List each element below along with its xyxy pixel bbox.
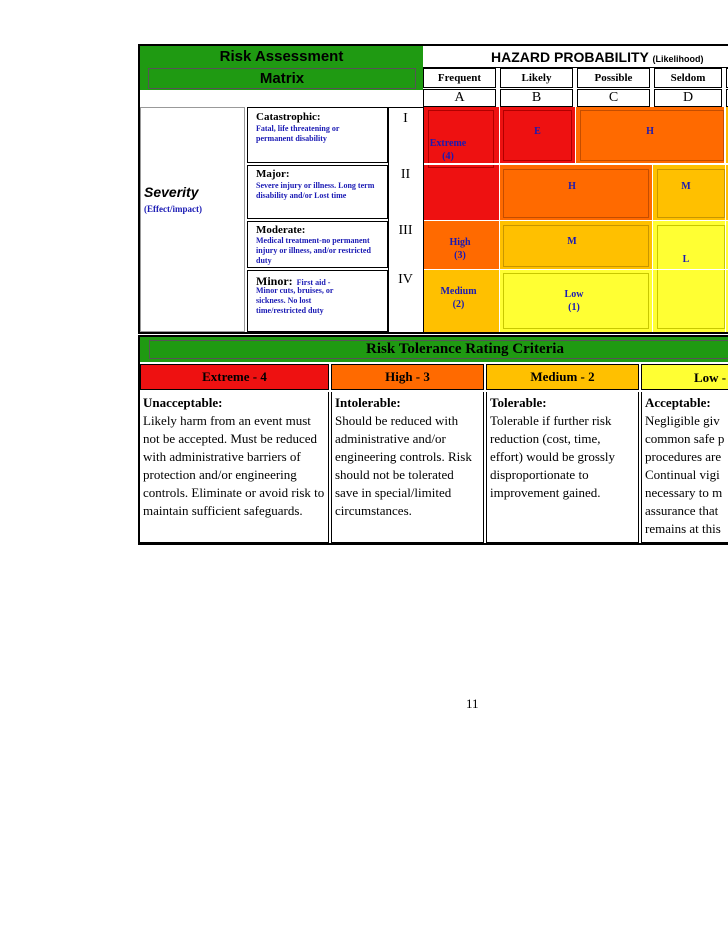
col-letter-a: A bbox=[423, 89, 496, 107]
severity-row-catastrophic bbox=[247, 107, 388, 163]
criteria-col-high: Intolerable: Should be reduced with administrative and/or engineering controls. Risk should not be tolerated save in special/limited circumstances. bbox=[331, 392, 484, 544]
severity-row-major bbox=[247, 165, 388, 219]
matrix-title-line1: Risk Assessment bbox=[219, 47, 344, 65]
m-label-2: M bbox=[567, 235, 577, 247]
col-letter-c: C bbox=[577, 89, 650, 107]
low-label: Low (1) bbox=[564, 289, 584, 313]
hazard-subtitle: (Likelihood) bbox=[652, 54, 704, 64]
matrix-title-line2: Matrix bbox=[259, 70, 305, 87]
col-likely: Likely bbox=[500, 68, 573, 88]
row-title-extra: First aid - bbox=[296, 278, 331, 287]
col-frequent: Frequent bbox=[423, 68, 496, 88]
hazard-header bbox=[423, 46, 728, 68]
criteria-col-medium: Tolerable: Tolerable if further risk reduction (cost, time, effort) would be grossly disproportionate to improvement gained. bbox=[486, 392, 639, 544]
e-label: E bbox=[534, 125, 541, 137]
row-title: Catastrophic: bbox=[256, 111, 321, 123]
page-number: 11 bbox=[466, 696, 479, 711]
roman-iv: IV bbox=[398, 272, 413, 287]
roman-i: I bbox=[388, 107, 423, 129]
severity-sublabel: (Effect/impact) bbox=[144, 204, 202, 214]
row-desc: Severe injury or illness. Long term disability and/or Lost time bbox=[256, 181, 375, 200]
criteria-title: Risk Tolerance Rating Criteria bbox=[366, 341, 564, 357]
col-seldom: Seldom bbox=[654, 68, 722, 88]
criteria-header-medium: Medium - 2 bbox=[486, 364, 639, 390]
l-label: L bbox=[682, 253, 690, 265]
extreme-label: Extreme (4) bbox=[429, 138, 467, 162]
criteria-col-extreme: Unacceptable: Likely harm from an event must not be accepted. Must be reduced with administrative barriers of protection and/or engineering controls. Eliminate or avoid risk to maintain sufficient safeguards. bbox=[140, 392, 329, 544]
col-letter-d: D bbox=[654, 89, 722, 107]
severity-row-minor bbox=[247, 270, 388, 332]
h-label-1: H bbox=[646, 125, 654, 137]
roman-ii: II bbox=[400, 167, 411, 182]
h-label-2: H bbox=[568, 180, 576, 192]
roman-iii: III bbox=[398, 223, 413, 238]
criteria-header-extreme: Extreme - 4 bbox=[140, 364, 329, 390]
row-desc: Medical treatment-no permanent injury or illness, and/or restricted duty bbox=[256, 236, 371, 265]
col-letter-b: B bbox=[500, 89, 573, 107]
row-title: Major: bbox=[256, 168, 290, 180]
criteria-header-low: Low - bbox=[641, 364, 728, 390]
row-desc: Fatal, life threatening or permanent disability bbox=[256, 124, 340, 143]
criteria-header-high: High - 3 bbox=[331, 364, 484, 390]
row-title: Minor: bbox=[256, 274, 293, 288]
col-possible: Possible bbox=[577, 68, 650, 88]
severity-label: Severity bbox=[144, 184, 199, 200]
criteria-col-low: Acceptable: Negligible giv common safe p procedures are Continual vigi necessary to m assurance that remains at this bbox=[641, 392, 728, 544]
medium-label: Medium (2) bbox=[440, 286, 477, 310]
row-desc: Minor cuts, bruises, or sickness. No lost time/restricted duty bbox=[256, 286, 334, 315]
m-label-1: M bbox=[681, 180, 691, 192]
severity-row-moderate bbox=[247, 221, 388, 268]
severity-box bbox=[140, 107, 245, 332]
hazard-title: HAZARD PROBABILITY bbox=[491, 49, 649, 65]
row-title: Moderate: bbox=[256, 224, 306, 236]
high-label: High (3) bbox=[449, 237, 471, 261]
